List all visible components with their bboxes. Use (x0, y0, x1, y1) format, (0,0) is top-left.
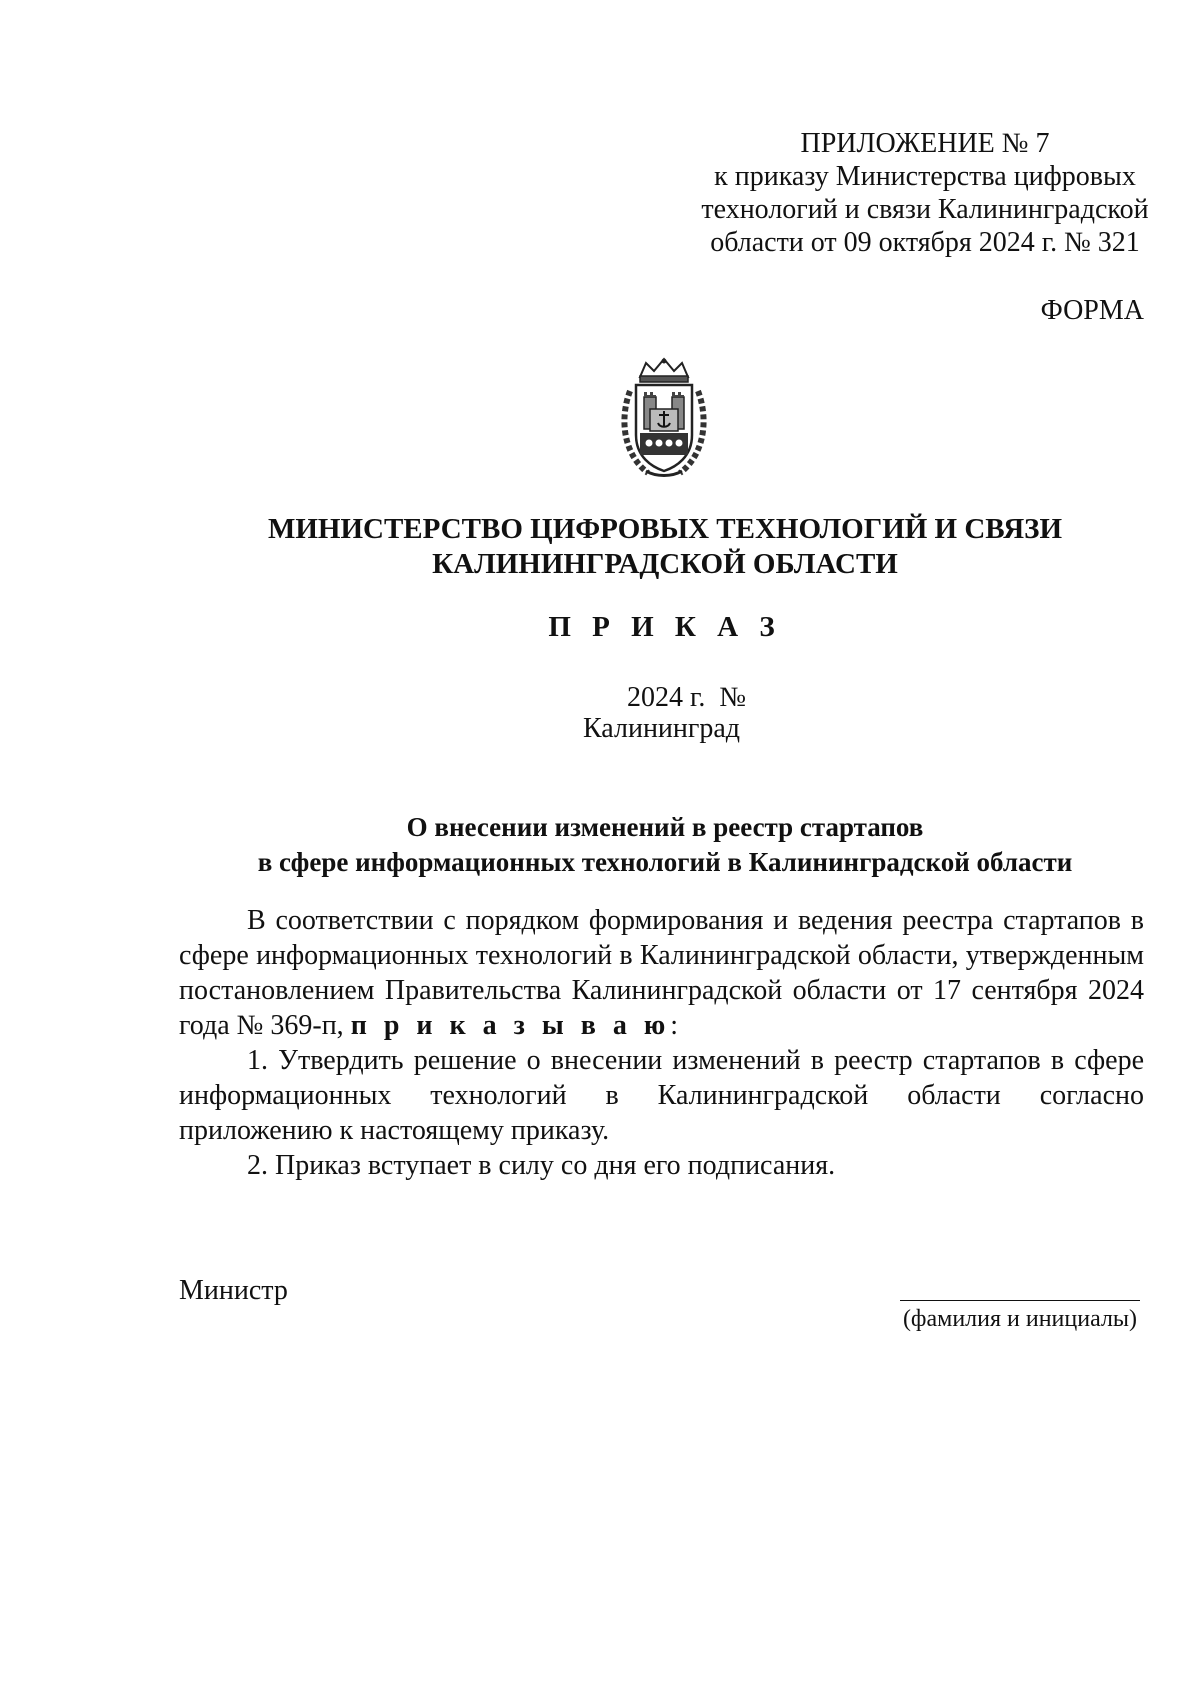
annex-header (690, 127, 1160, 259)
preamble-colon: : (670, 1010, 679, 1041)
signature-caption: (фамилия и инициалы) (902, 1306, 1138, 1332)
order-item-1: 1. Утвердить решение о внесении изменений в реестр стартапов в сфере информационных технологий в Калининградской области согласно приложению к настоящему приказу. (179, 1045, 1144, 1146)
ministry-name-line-1: МИНИСТЕРСТВО ЦИФРОВЫХ ТЕХНОЛОГИЙ И СВЯЗИ (267, 513, 1063, 545)
coat-of-arms-icon (616, 357, 712, 479)
order-subject (0, 810, 1200, 880)
annex-ref-line-3: области от 09 октября 2024 г. № 321 (710, 227, 1140, 258)
order-word: п р и к а з ы в а ю (350, 1010, 671, 1041)
annex-ref-line-2: технологий и связи Калининградской (701, 194, 1149, 225)
ministry-name-line-2: КАЛИНИНГРАДСКОЙ ОБЛАСТИ (432, 548, 898, 580)
annex-number: ПРИЛОЖЕНИЕ № 7 (800, 128, 1050, 159)
order-item-2: 2. Приказ вступает в силу со дня его подписания. (247, 1150, 836, 1181)
order-city: Калининград (583, 713, 741, 744)
ministry-name (0, 512, 1200, 582)
signature-line (900, 1300, 1140, 1301)
order-title: П Р И К А З (548, 611, 782, 643)
form-label: ФОРМА (1040, 295, 1144, 326)
order-subject-line-1: О внесении изменений в реестр стартапов (406, 812, 924, 842)
annex-ref-line-1: к приказу Министерства цифровых (714, 161, 1136, 192)
order-body (179, 903, 1144, 1183)
signatory-position: Министр (179, 1275, 288, 1306)
order-subject-line-2: в сфере информационных технологий в Калининградской области (257, 847, 1073, 877)
preamble-paragraph (179, 903, 1144, 1043)
order-date-number: 2024 г. № (627, 682, 747, 713)
preamble-text: В соответствии с порядком формирования и ведения реестра стартапов в сфере информационных технологий в Калининградской области, утвержденным постановлением Правительства Калининградской области от 17 сентября 2024 года № 369-п, (179, 905, 1144, 1041)
